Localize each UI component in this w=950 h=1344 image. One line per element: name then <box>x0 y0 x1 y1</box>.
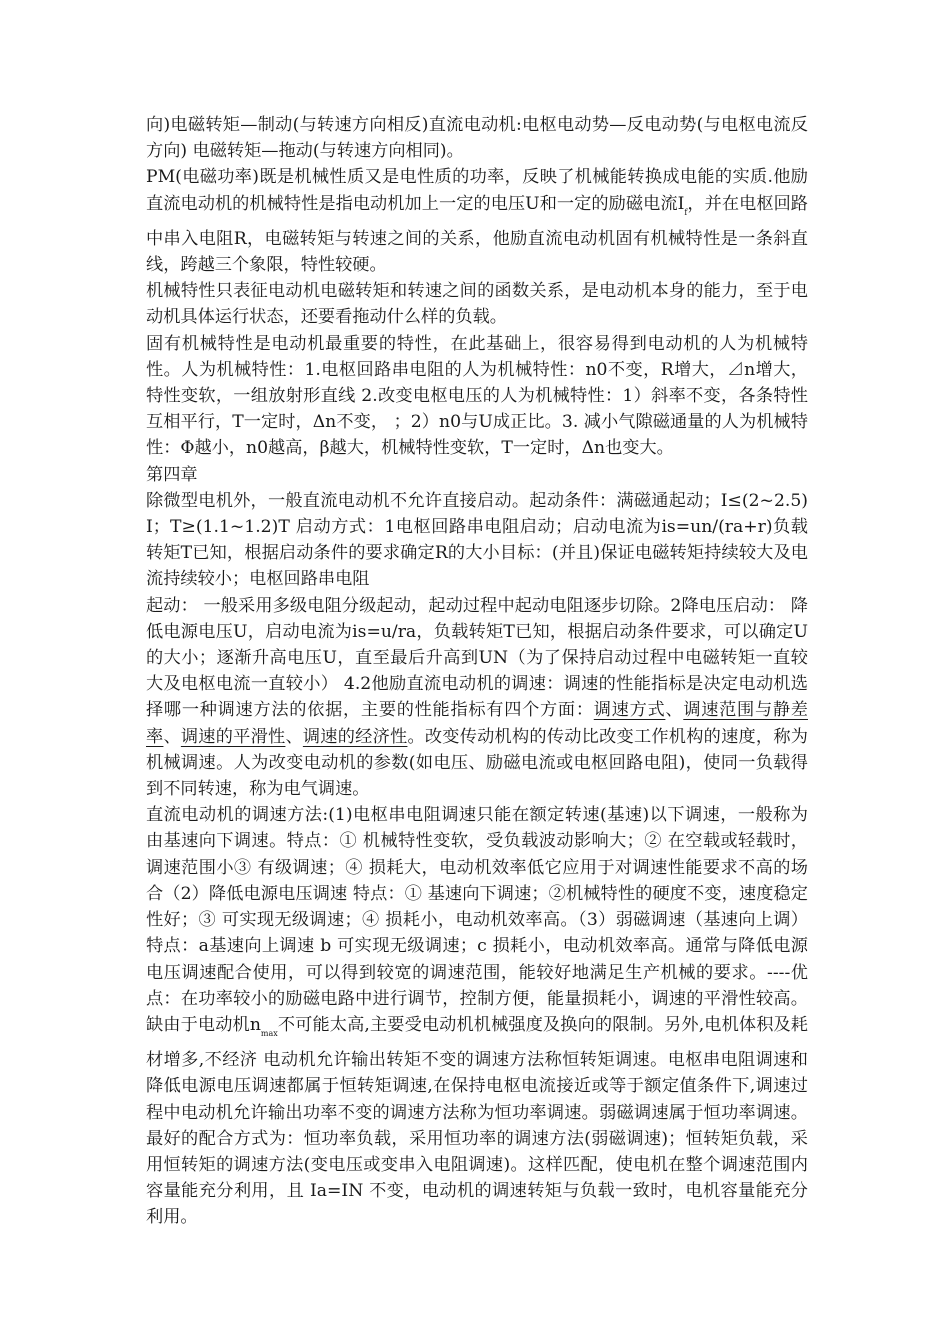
paragraph-6-text: 起动： 一般采用多级电阻分级起动，起动过程中起动电阻逐步切除。2降电压启动： 降低电源电压U，启动电流为is=u/ra，负载转矩T已知，根据启动条件要求，可以确定U的大小；逐渐升高电压U，直至最后升高到UN（为了保持启动过程中电磁转矩一直较大及电枢电流一直较小） 4.2他励直流电动机的调速：调速的性能指标是决定电动机选择哪一种调速方法的依据，主要的性能指标有四个方面： <box>146 595 808 721</box>
paragraph-4: 固有机械特性是电动机最重要的特性，在此基础上，很容易得到电动机的人为机械特性。人为机械特性：1.电枢回路串电阻的人为机械特性：n0不变，R增大，⊿n增大，特性变软，一组放射形直线 2.改变电枢电压的人为机械特性：1）斜率不变，各条特性互相平行，T一定时，Δn不变， ；2）n0与U成正比。3. 减小气隙磁通量的人为机械特性：Φ越小，n0越高，β越大，机械特性变软，T一定时，Δn也变大。 <box>146 333 808 459</box>
paragraph-7 <box>146 802 808 1230</box>
paragraph-2-text: PM(电磁功率)既是机械性质又是电性质的功率，反映了机械能转换成电能的实质.他励直流电动机的机械特性是指电动机加上一定的电压U和一定的励磁电流I <box>146 167 808 214</box>
paragraph-2 <box>146 164 808 278</box>
link-speed-smoothness: 调速的平滑性 <box>180 726 286 747</box>
paragraph-1: 向)电磁转矩—制动(与转速方向相反)直流电动机:电枢电动势—反电动势(与电枢电流反方向) 电磁转矩—拖动(与转速方向相同)。 <box>146 115 808 162</box>
separator: 、 <box>163 726 181 747</box>
paragraph-7-cont: 不可能太高,主要受电动机机械强度及换向的限制。另外,电机体积及耗材增多,不经济 电动机允许输出转矩不变的调速方法称恒转矩调速。电枢串电阻调速和降低电源电压调速都属于恒转矩调速,在保持电枢电流接近或等于额定值条件下,调速过程中电动机允许输出功率不变的调速方法称为恒功率调速。弱磁调速属于恒功率调速。最好的配合方式为：恒功率负载，采用恒功率的调速方法(弱磁调速)；恒转矩负载，采用恒转矩的调速方法(变电压或变串入电阻调速)。这样匹配，使电机在整个调速范围内容量能充分利用，且 Ia=IN 不变，电动机的调速转矩与负载一致时，电机容量能充分利用。 <box>146 1014 808 1228</box>
link-speed-method: 调速方式 <box>593 700 666 721</box>
paragraph-3: 机械特性只表征电动机电磁转矩和转速之间的函数关系，是电动机本身的能力，至于电动机具体运行状态，还要看拖动什么样的负载。 <box>146 281 808 328</box>
subscript-f: f <box>684 207 688 217</box>
separator: 、 <box>665 700 684 721</box>
paragraph-5: 除微型电机外，一般直流电动机不允许直接启动。起动条件：满磁通起动；I≤(2~2.5)I；T≥(1.1~1.2)T 启动方式：1电枢回路串电阻启动；启动电流为is=un/(ra+r)负载转矩T已知，根据启动条件的要求确定R的大小目标：(并且)保证电磁转矩持续较大及电流持续较小；电枢回路串电阻 <box>146 490 808 590</box>
subscript-max: max <box>260 1028 278 1038</box>
paragraph-7-text: 直流电动机的调速方法:(1)电枢串电阻调速只能在额定转速(基速)以下调速，一般称为由基速向下调速。特点：① 机械特性变软，受负载波动影响大；② 在空载或轻载时，调速范围小③ 有级调速；④ 损耗大，电动机效率低它应用于对调速性能要求不高的场合（2）降低电源电压调速 特点：① 基速向下调速；②机械特性的硬度不变，速度稳定性好；③ 可实现无级调速；④ 损耗小，电动机效率高。（3）弱磁调速（基速向上调）特点：a基速向上调速 b 可实现无级调速；c 损耗小，电动机效率高。通常与降低电源电压调速配合使用，可以得到较宽的调速范围，能较好地满足生产机械的要求。----优点：在功率较小的励磁电路中进行调节，控制方便，能量损耗小，调速的平滑性较高。缺由于电动机n <box>146 805 808 1035</box>
document-body <box>146 112 808 1231</box>
separator: 、 <box>285 726 303 747</box>
link-speed-range: 调速范围与静差率 <box>146 700 808 747</box>
paragraph-6 <box>146 593 808 803</box>
paragraph-2-cont: ，并在电枢回路中串入电阻R，电磁转矩与转速之间的关系，他励直流电动机固有机械特性是一条斜直线，跨越三个象限，特性较硬。 <box>146 193 808 276</box>
paragraph-6-cont: 。改变传动机构的传动比改变工作机构的速度，称为机械调速。人为改变电动机的参数(如电压、励磁电流或电枢回路电阻)，使同一负载得到不同转速，称为电气调速。 <box>146 726 808 800</box>
link-speed-economy: 调速的经济性 <box>302 726 408 747</box>
chapter-heading: 第四章 <box>146 464 198 485</box>
